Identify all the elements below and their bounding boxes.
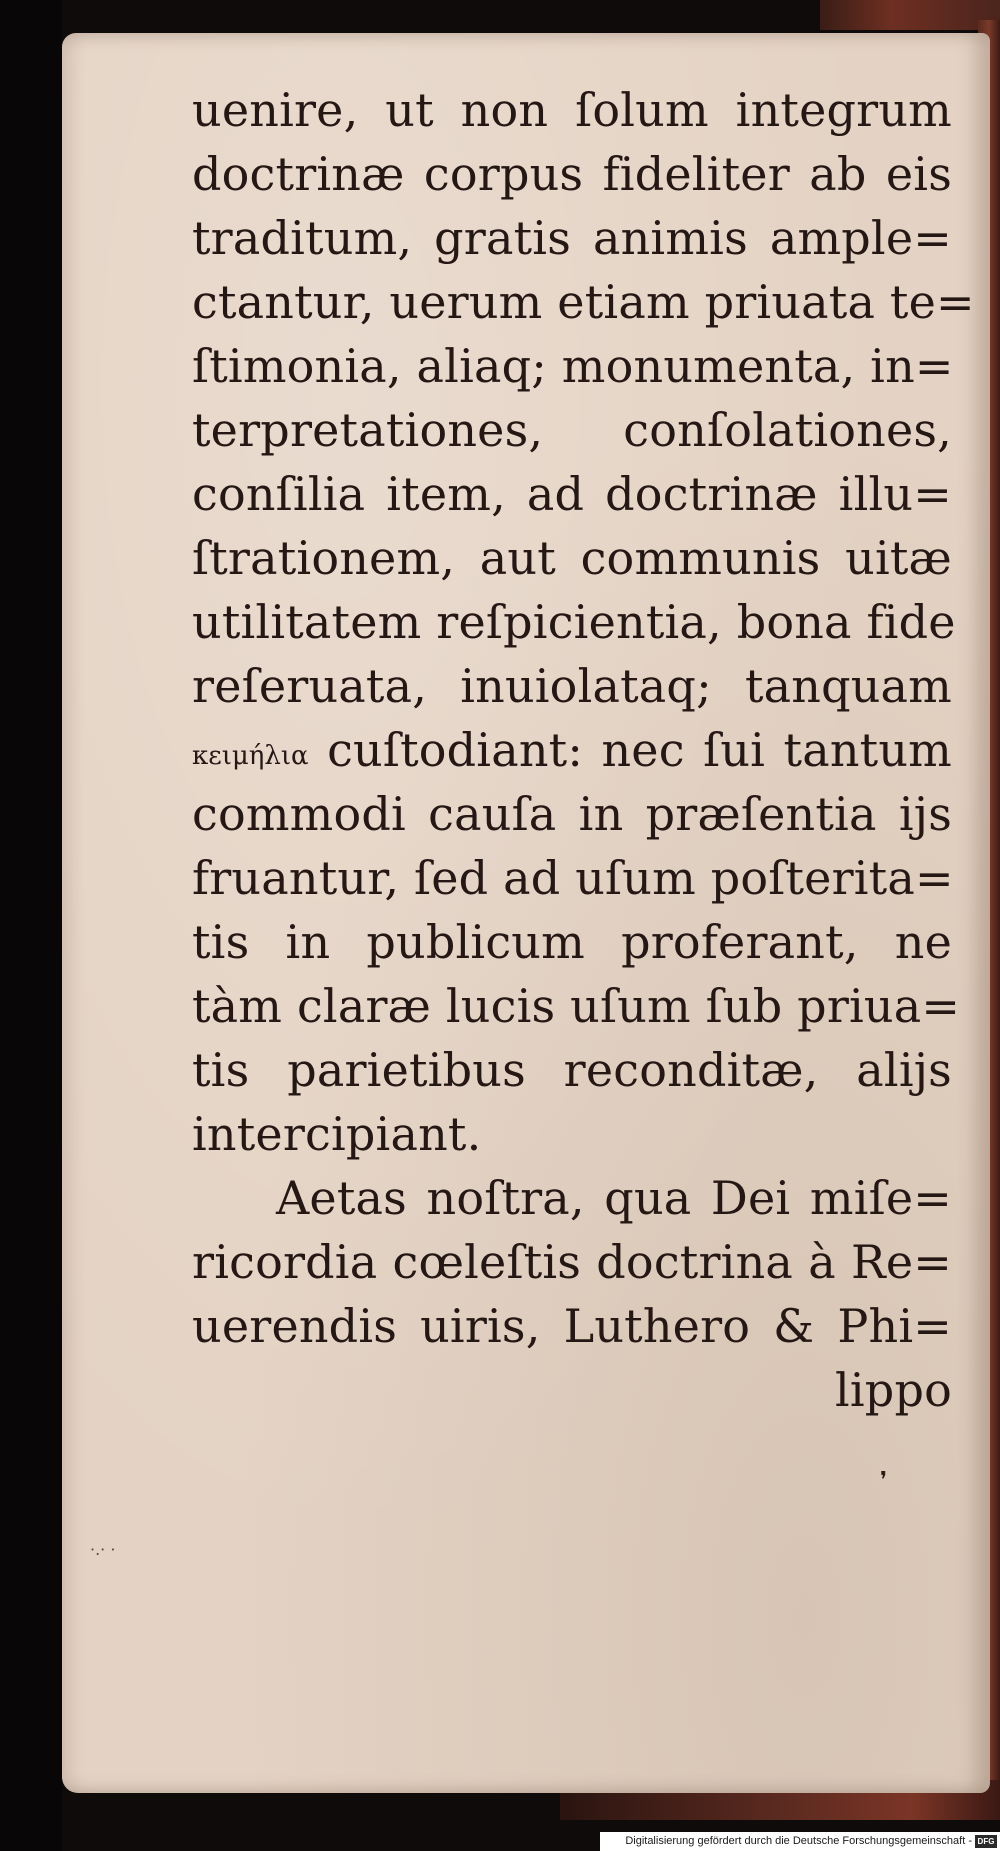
text-line-13: fruantur, ſed ad uſum poſterita= xyxy=(192,851,954,905)
catchword: lippo xyxy=(834,1363,952,1417)
book-binding-top xyxy=(820,0,1000,30)
text-line-12: commodi cauſa in præſentia ijs xyxy=(192,787,952,841)
text-line-17: intercipiant. xyxy=(192,1107,482,1161)
page-text-block xyxy=(192,78,975,1422)
text-line-2: doctrinæ corpus fideliter ab eis xyxy=(192,147,952,201)
text-line-5: ſtimonia, aliaq; monumenta, in= xyxy=(192,339,954,393)
text-line-3: traditum, gratis animis ample= xyxy=(192,211,952,265)
text-line-14: tis in publicum proferant, ne xyxy=(192,915,952,969)
digitization-credit xyxy=(600,1832,1000,1851)
text-line-10: reſeruata, inuiolataq; tanquam xyxy=(192,659,952,713)
text-line-4: ctantur, uerum etiam priuata te= xyxy=(192,275,975,329)
text-line-20: uerendis uiris, Luthero & Phi= xyxy=(192,1299,952,1353)
credit-text: Digitalisierung gefördert durch die Deutsche Forschungsgemeinschaft - xyxy=(625,1835,972,1847)
text-line-9: utilitatem reſpicientia, bona fide xyxy=(192,595,956,649)
text-line-6: terpretationes, conſolationes, xyxy=(192,403,952,457)
text-line-7: conſilia item, ad doctrinæ illu= xyxy=(192,467,952,521)
text-line-18: Aetas noſtra, qua Dei miſe= xyxy=(276,1171,952,1225)
ink-mark: ❜ xyxy=(880,1468,888,1493)
text-line-16: tis parietibus reconditæ, alijs xyxy=(192,1043,952,1097)
text-line-1: uenire, ut non ſolum integrum xyxy=(192,83,952,137)
text-line-8: ſtrationem, aut communis uitæ xyxy=(192,531,952,585)
text-line-15: tàm claræ lucis uſum ſub priua= xyxy=(192,979,961,1033)
text-line-11-latin: cuſtodiant: nec ſui tantum xyxy=(327,723,952,777)
dfg-logo: DFG xyxy=(975,1835,997,1848)
greek-word: κειμήλια xyxy=(192,741,309,771)
text-line-11 xyxy=(192,718,952,782)
scan-background-left xyxy=(0,0,62,1851)
text-line-19: ricordia cœleſtis doctrina à Re= xyxy=(192,1235,952,1289)
ink-speck: ·.· · xyxy=(90,1540,116,1559)
